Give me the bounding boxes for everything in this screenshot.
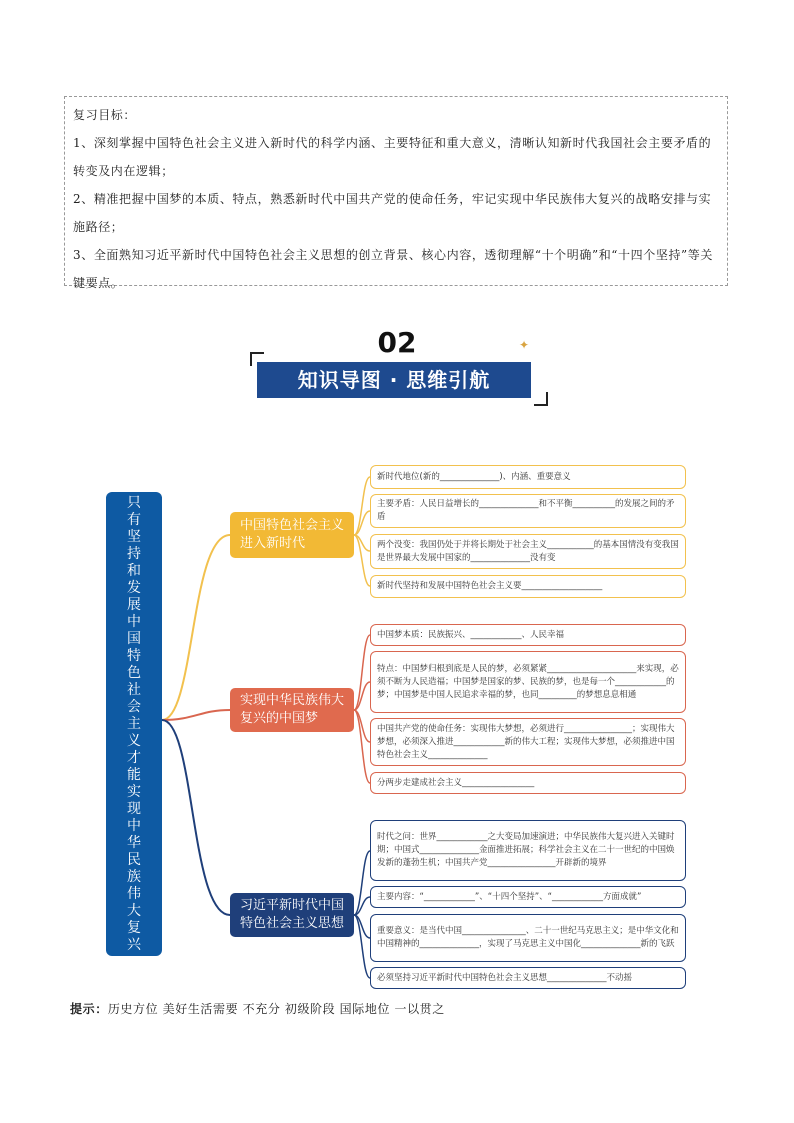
root-char: 持 <box>127 545 141 562</box>
root-char: 华 <box>127 834 141 851</box>
leaf-party-mission: 中国共产党的使命任务：实现伟大梦想，必须进行________________；实现伟大梦想，必须深入推进____________新的伟大工程；实现伟大梦想，必须推进中国特色社会主义______________ <box>370 718 686 766</box>
sparkle-icon: ✦ <box>519 338 530 352</box>
root-char: 和 <box>127 562 141 579</box>
section-title: 知识导图 · 思维引航 <box>257 362 531 398</box>
section-number: 02 <box>377 326 417 359</box>
root-char: 伟 <box>127 885 141 902</box>
root-char: 族 <box>127 868 141 885</box>
root-char: 实 <box>127 783 141 800</box>
root-char: 才 <box>127 749 141 766</box>
leaf-significance: 重要意义：是当代中国_______________、二十一世纪马克思主义；是中华文化和中国精神的______________，实现了马克思主义中国化______________新的飞跃 <box>370 914 686 962</box>
goal-item-3: 3、全面熟知习近平新时代中国特色社会主义思想的创立背景、核心内容，透彻理解“十个明确”和“十四个坚持”等关键要点。 <box>73 248 713 290</box>
branch-xi-thought: 习近平新时代中国特色社会主义思想 <box>230 893 354 937</box>
leaf-two-steps: 分两步走建成社会主义_________________ <box>370 772 686 794</box>
branch-new-era: 中国特色社会主义进入新时代 <box>230 512 354 558</box>
connector-b2-leaf-1 <box>354 635 370 710</box>
mindmap-root <box>106 492 162 956</box>
root-char: 复 <box>127 919 141 936</box>
leaf-main-content: 主要内容：“____________”、“十四个坚持”、“____________方面成就” <box>370 886 686 908</box>
hint-label: 提示： <box>70 1002 108 1016</box>
root-char: 中 <box>127 613 141 630</box>
connector-root-branch-1 <box>162 535 230 720</box>
root-char: 现 <box>127 800 141 817</box>
leaf-persist-develop: 新时代坚持和发展中国特色社会主义要___________________ <box>370 575 686 598</box>
root-char: 发 <box>127 579 141 596</box>
connector-b2-leaf-4 <box>354 710 370 783</box>
leaf-two-unchanged-text: 两个没变：我国仍处于并将长期处于社会主义___________的基本国情没有变我国是世界最大发展中国家的______________没有变 <box>377 539 679 563</box>
root-char: 主 <box>127 715 141 732</box>
root-char: 色 <box>127 664 141 681</box>
hint-line <box>70 1000 445 1017</box>
leaf-dream-features: 特点：中国梦归根到底是人民的梦，必须紧紧_____________________来实现，必须不断为人民造福；中国梦是国家的梦、民族的梦，也是每一个____________的梦；中国梦是中国人民追求幸福的梦，也同_________的梦想息息相通 <box>370 651 686 713</box>
root-char: 大 <box>127 902 141 919</box>
root-char: 特 <box>127 647 141 664</box>
leaf-adhere: 必须坚持习近平新时代中国特色社会主义思想______________不动摇 <box>370 967 686 989</box>
leaf-new-era-status: 新时代地位(新的______________)、内涵、重要意义 <box>370 465 686 489</box>
leaf-main-contradiction: 主要矛盾：人民日益增长的______________和不平衡__________的发展之间的矛盾 <box>370 494 686 528</box>
root-char: 社 <box>127 681 141 698</box>
branch-chinese-dream: 实现中华民族伟大复兴的中国梦 <box>230 688 354 732</box>
root-char: 坚 <box>127 528 141 545</box>
goal-item-2: 2、精准把握中国梦的本质、特点，熟悉新时代中国共产党的使命任务，牢记实现中华民族伟大复兴的战略安排与实施路径； <box>73 192 712 234</box>
hint-text: 历史方位 美好生活需要 不充分 初级阶段 国际地位 一以贯之 <box>107 1002 445 1016</box>
connector-b1-leaf-1 <box>354 477 370 535</box>
leaf-questions-of-era: 时代之问：世界____________之大变局加速演进；中华民族伟大复兴进入关键时期；中国式______________金面推进拓展；科学社会主义在二十一世纪的中国焕发新的蓬勃生机；中国共产党________________开辟新的境界 <box>370 820 686 881</box>
root-char: 展 <box>127 596 141 613</box>
root-char: 会 <box>127 698 141 715</box>
root-char: 国 <box>127 630 141 647</box>
root-char: 中 <box>127 817 141 834</box>
root-char: 义 <box>127 732 141 749</box>
leaf-dream-essence: 中国梦本质：民族振兴、____________、人民幸福 <box>370 624 686 646</box>
goals-heading: 复习目标： <box>73 108 137 122</box>
root-char: 民 <box>127 851 141 868</box>
root-char: 能 <box>127 766 141 783</box>
root-char: 兴 <box>127 936 141 953</box>
leaf-two-unchanged <box>370 534 686 569</box>
root-char: 只 <box>127 494 141 511</box>
connector-root-branch-3 <box>162 720 230 915</box>
root-char: 有 <box>127 511 141 528</box>
goal-item-1: 1、深刻掌握中国特色社会主义进入新时代的科学内涵、主要特征和重大意义，清晰认知新时代我国社会主要矛盾的转变及内在逻辑； <box>73 136 712 178</box>
